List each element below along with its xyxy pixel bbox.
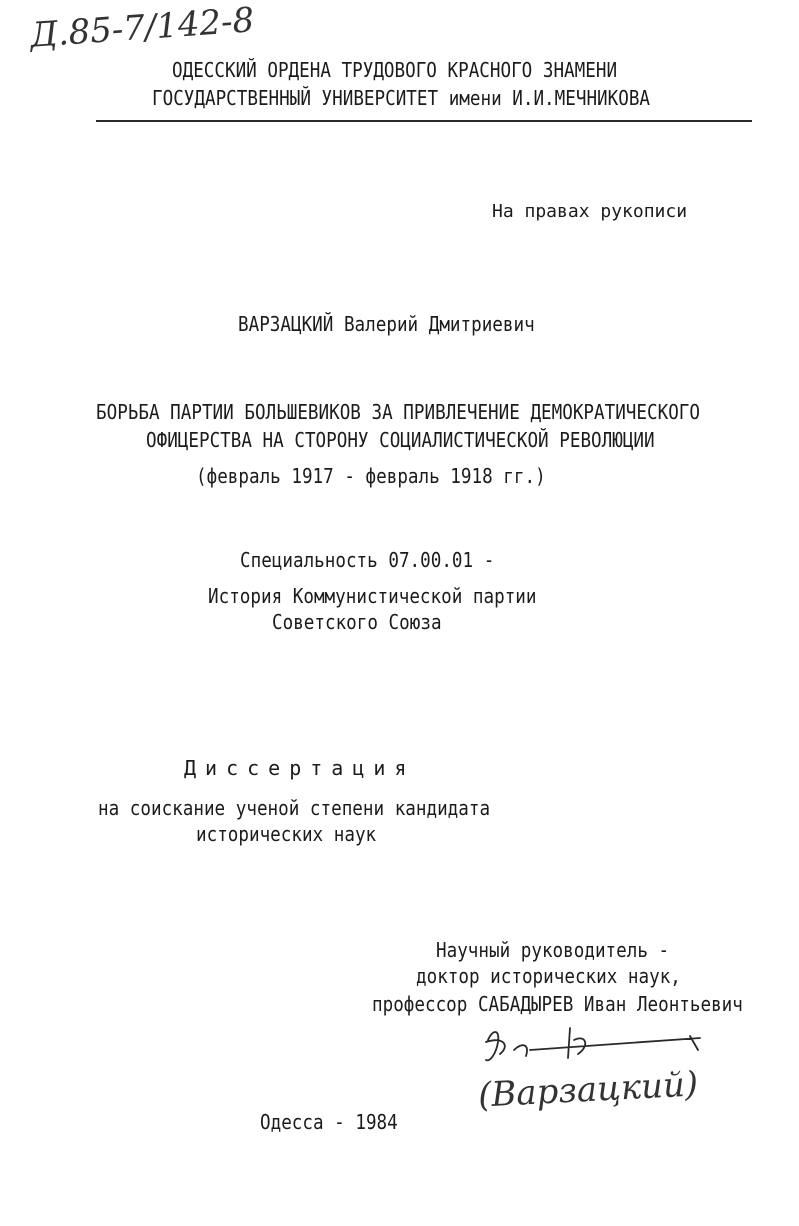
supervisor-role: Научный руководитель -	[436, 938, 670, 962]
supervisor-name: профессор САБАДЫРЕВ Иван Леонтьевич	[372, 992, 743, 1016]
university-name-line-2: ГОСУДАРСТВЕННЫЙ УНИВЕРСИТЕТ имени И.И.МЕЧНИКОВА	[152, 86, 651, 110]
archive-handwritten-mark: Д.85-7/142-8	[28, 0, 256, 56]
author-name: ВАРЗАЦКИЙ Валерий Дмитриевич	[238, 312, 535, 336]
specialty-name-line-2: Советского Союза	[272, 610, 442, 634]
dissertation-title-line-1: БОРЬБА ПАРТИИ БОЛЬШЕВИКОВ ЗА ПРИВЛЕЧЕНИЕ ДЕМОКРАТИЧЕСКОГО	[96, 400, 700, 424]
degree-line-2: исторических наук	[196, 822, 377, 846]
header-divider	[96, 120, 752, 122]
place-and-year: Одесса - 1984	[260, 1110, 398, 1134]
dissertation-title-line-2: ОФИЦЕРСТВА НА СТОРОНУ СОЦИАЛИСТИЧЕСКОЙ РЕВОЛЮЦИИ	[146, 428, 655, 452]
degree-line-1: на соискание ученой степени кандидата	[98, 796, 491, 820]
specialty-code: Специальность 07.00.01 -	[240, 548, 495, 572]
supervisor-degree: доктор исторических наук,	[416, 964, 681, 988]
university-name-line-1: ОДЕССКИЙ ОРДЕНА ТРУДОВОГО КРАСНОГО ЗНАМЕНИ	[172, 58, 618, 82]
dissertation-heading: Диссертация	[184, 756, 416, 780]
signature-name-handwritten: (Варзацкий)	[477, 1064, 700, 1116]
dissertation-title-period: (февраль 1917 - февраль 1918 гг.)	[196, 464, 546, 488]
rights-note: На правах рукописи	[492, 201, 688, 222]
specialty-name-line-1: История Коммунистической партии	[208, 584, 537, 608]
